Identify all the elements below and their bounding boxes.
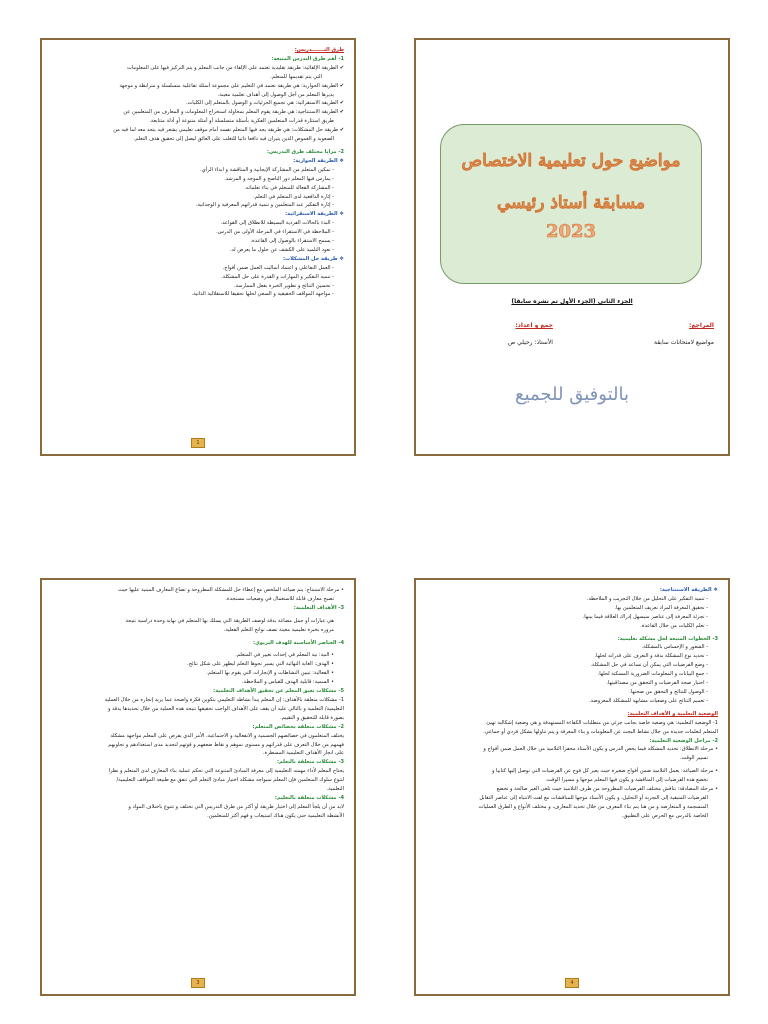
- text-line: تسيير الوقت.: [679, 755, 708, 762]
- text-line: - إثارة الدافعية لدى المتعلم في التعلم.: [253, 193, 334, 200]
- text-line: - تنمية التفكير و المهارات و القدرة على حل المشكلة.: [221, 273, 334, 280]
- author-title: جمع و اعداد:: [515, 322, 553, 329]
- text-line: ❖ الطريقة الاستقرائية:: [285, 211, 344, 218]
- text-line: الفرضيات المتبقية إلى التجربة أو التحليل، و يكون الأستاذ موجها للمناقشات مع لفت الانتباه إلى عناصر التقابل: [479, 794, 708, 801]
- text-line: 3- الخطوات المتبعة لحل مشكلة تعليمية:: [617, 635, 718, 642]
- cover-subtitle: مسابقة أستاذ رئيسي: [497, 193, 645, 213]
- text-line: - تحسين النتائج و تطوير الخبرة بفعل الممارسة.: [233, 282, 334, 289]
- text-line: ✔ الطريقة الاستنتاجية: هي طريقة يقوم المعلم بمحاولة استخراج المعلومات و المعارف من المتعلمين عن: [123, 109, 344, 116]
- text-line: التي يتم تقديمها للمتعلم.: [270, 73, 322, 80]
- text-line: • الهدف: الغاية النهائية التي يسير نحوها التعلم ليظهر على شكل نتائج.: [187, 661, 334, 668]
- text-line: 1- الوضعية التعلمية: هي وضعية خاصة بجانب جزئي من متطلبات الكفاءة المستهدفة و هي وضعية إشكالية تهيئ: [486, 719, 718, 726]
- text-line: المتعلم لتعلمات جديدة من خلال نشاط البحث عن المعلومات و بناء المعرفة و يتم تناولها بشكل فردي أو جماعي.: [483, 728, 718, 735]
- text-line: التعلمية.: [326, 786, 344, 793]
- text-line: ✔ طريقة حل المشكلات: هي طريقة يجد فيها المتعلم نفسه أمام موقف تعليمي يشعر فيه بتحد معه لما فيه من: [113, 127, 344, 134]
- text-line: المتسجمة و المتعارضة و من هنا يتم بناء المعرف من خلال تحديد المعارف، و مختلف الأنواع و الطرق العمليات: [478, 803, 708, 810]
- text-line: 4- مشكلات متعلقة بالتعليم:: [274, 794, 344, 801]
- text-line: - العمل التفاعلي و اعتماد أساليب العمل ضمن أفواج.: [222, 264, 334, 271]
- text-line: طريق استثارة قدرات المتعلمين الفكرية بأسئلة متسلسلة أو أمثلة متنوعة أو أدلة متتابعة.: [149, 118, 334, 125]
- text-line: • مرحلة المصادقة: تناقش مختلف الفرضيات المطروحة من طرف التلاميذ حيث تلغى الغير صالحة و تخضع: [496, 786, 718, 793]
- text-line: تخضع هذه الفرضيات إلى المناقشة و يكون فيها المعلم موجها و مسيرا الوقت.: [545, 777, 708, 784]
- text-line: يختلف المتعلمون في خصائصهم الجسمية و الانفعالية و الاجتماعية، الأمر الذي يفرض على المعلم مواجهة مشكلة: [110, 732, 344, 739]
- text-line: 5- مشكلات تعيق المعلم عن تحقيق الأهداف التعلمية:: [213, 688, 344, 695]
- text-line: • السمية: قابلية الهدف للقياس و الملاحظة.: [242, 679, 334, 686]
- text-line: - تحقيق المعرفة المراد تعريف المتعلمين بها.: [614, 604, 708, 611]
- text-line: 2- مزايا مختلف طرق التدريس:: [267, 148, 344, 155]
- page-content: [426, 586, 718, 821]
- page-content: [52, 46, 344, 299]
- page-number: 4: [565, 978, 579, 988]
- text-line: 1- مشكلات متعلقة بالأهداف: إن المعلم يبدأ نشاطه التعليمي بتكوين فكرة واضحة عما يريد إنجازه من خلال العملية: [104, 696, 344, 703]
- cover-good-luck: بالتوفيق للجميع: [515, 384, 629, 405]
- text-line: 2- مراحل الوضعية التعلمية:: [649, 737, 718, 744]
- text-line: - تحديد نوع المشكلة بدقة و التعرف على قدراته لحلها.: [594, 653, 708, 660]
- text-line: لتنوع سلوك المتعلمين فإن المعلم سيواجه مشكلة اختيار مبادئ التعلم التي تتفق مع طبيعة المواقف التعليمية/: [116, 777, 344, 784]
- cover-part-label: الجزء الثاني (الجزء الأول تم نشره سابقا): [511, 298, 633, 305]
- text-line: الوضعية التعلمية و الأهداف التعلمية:: [627, 710, 718, 717]
- text-line: الأنشطة التعليمية حتى يكون هناك استيعاب و فهم أكثر للمتعلمين.: [207, 812, 344, 819]
- text-line: • مرحلة الاستنتاج: يتم صياغة الملخص مع إعطاء حل للمشكلة المطروحة و تصاغ المعارف المبنية عليها حيث: [118, 587, 344, 593]
- page-learning-objectives: [40, 578, 356, 996]
- text-line: - وضع الفرضيات التي يمكن أن تساعد في حل المشكلة.: [590, 662, 708, 669]
- text-line: - تنمية التفكير على التحليل من خلال التجريب و الملاحظة.: [586, 595, 708, 602]
- page-number: 1: [191, 438, 205, 448]
- text-line: طرق التـــــــدريس:: [294, 47, 344, 53]
- text-line: مروره بخبرة تعليمية معينة تصف نواتج التعلم الفعلية.: [223, 626, 334, 633]
- text-line: بصورة قابلة للتحقيق و التقييم.: [280, 714, 344, 721]
- page-content: [52, 586, 344, 821]
- cover-title-box: [440, 124, 702, 284]
- text-line: - جمع البيانات و المعلومات الضرورية المسكنة لحلها.: [597, 671, 708, 678]
- text-line: - تمكين المتعلم من المشاركة الإيجابية و المناقشة و ابداء الرأي.: [200, 166, 334, 173]
- text-line: لابد من أن يلجأ المعلم إلى اختيار طريقة أو أكثر من طرق التدريس التي تختلف و تتنوع باختلاف المواد و: [128, 803, 344, 810]
- text-line: - اختبار صحة الفرضيات و التحقق من مصداقيتها.: [606, 680, 708, 687]
- text-line: - مواجهة المواقف الحقيقية و السعي لحلها تحقيقا للاستقلالية الذاتية.: [191, 291, 334, 298]
- text-line: 3- الأهداف التعلمية:: [293, 604, 344, 611]
- text-line: ❖ طريقة حل المشكلات:: [283, 255, 344, 262]
- text-line: - المشاركة الفعالة للمتعلم في بناء تعلماته.: [244, 184, 334, 191]
- text-line: الخاصة بالدرس مع الحرص على التطبيق.: [621, 812, 708, 819]
- text-line: - يسمح الاستقراء بالوصول إلى القاعدة.: [250, 238, 334, 245]
- text-line: - الشعور و الإحساس بالمشكلة.: [641, 644, 708, 651]
- text-line: ❖ الطريقة الحوارية:: [293, 157, 344, 164]
- text-line: فهمهم من خلال التعرف على قدراتهم و مستوى نموهم و نقاط ضعفهم و قوتهم لتحديد مدى استعدادهم و تجاوبهم: [108, 741, 344, 748]
- text-line: يحتاج المعلم لأداء مهمته التعليمية إلى معرفة المبادئ المتنوعة التي تحكم عملية بناء المعارف لدى المتعلم و نظرا: [108, 768, 344, 775]
- text-line: يديرها المعلم من أجل الوصول إلى أهداف تعلمية معينة.: [217, 91, 334, 98]
- text-line: 3- مشكلات متعلقة بالتعلم:: [276, 759, 344, 766]
- page-number: 3: [191, 978, 205, 988]
- page-teaching-methods: [40, 38, 356, 456]
- text-line: • مرحلة الانطلاق: تحديد المشكلة فيما يخص الدرس و يكون الأستاذ محفزا التلاميذ من خلال العمل ضمن أفواج و: [483, 746, 718, 753]
- cover-year: 2023: [545, 221, 597, 242]
- text-line: 4- العناصر الأساسية للهدف التربوي:: [253, 639, 344, 646]
- text-line: ✔ الطريقة الحوارية: هي طريقة تعتمد في التعليم على مجموعة أسئلة تفاعلية متسلسلة و مترابطة و موجهة: [119, 82, 344, 89]
- text-line: - البدء بالحالات الفردية البسيطة للانطلاق إلى القواعد.: [220, 220, 334, 227]
- text-line: ✔ الطريقة الإلقائية: طريقة تقليدية تعتمد على الإلقاء من جانب المعلم و يتم التركيز فيها على المعلومات: [127, 64, 344, 71]
- text-line: التعليمية/ التعلمية و بالتالي عليه أن يقف على الأهداف الواجب تحقيقها نتيجة هذه العملية من خلال تحديدها بدقة و: [108, 705, 344, 712]
- references-value: مواضيع لامتحانات سابقة: [654, 339, 714, 346]
- text-line: - تجزئة المعرفة إلى عناصر سيسهل إدراك العلاقة فيما بينها.: [582, 613, 708, 620]
- cover-author: [508, 322, 553, 346]
- references-title: المراجع:: [689, 322, 714, 329]
- cover-title: مواضيع حول تعليمية الاختصاص: [461, 151, 681, 171]
- text-line: - الملاحظة في الاستقراء في المرحلة الأولى من الدرس.: [216, 229, 334, 236]
- author-value: الأستاذ: رحيلي ص: [508, 339, 553, 346]
- text-line: - إثارة التفكير عند المتعلمين و تنمية قدراتهم المعرفية و الوجدانية.: [195, 202, 334, 209]
- text-line: على انجاز الأهداف التعليمية المسطرة.: [262, 750, 344, 757]
- text-line: الصعوبة و الغموض الذين يثيران فيه دافعا ذاتيا للتغلب على العائق ليصل إلى تحقيق هدف التعلم.: [133, 136, 334, 143]
- text-line: • الفعالية: تبيين النشاطات و الإنجازات التي يقوم بها المتعلم.: [206, 670, 334, 677]
- page-learning-situation: [414, 578, 730, 996]
- text-line: 1- أهم طرق التدرس المتبعة:: [271, 55, 344, 62]
- cover-references: [654, 322, 714, 346]
- text-line: - تعلم الكليات من خلال القاعدة.: [640, 622, 708, 629]
- text-line: ✔ الطريقة الاستقرائية: هي تجميع الجزئيات و الوصول بالمتعلم إلى الكليات.: [185, 100, 344, 107]
- text-line: • النية: نية المعلم في إحداث تغيير في المتعلم.: [235, 652, 334, 659]
- text-line: - تعود التلميذ على الكشف عن حلول ما يعرض له.: [229, 246, 334, 253]
- text-line: 2- مشكلات متعلقة بخصائص المتعلم:: [252, 723, 344, 730]
- text-line: • مرحلة الصياغة: يعمل التلاميذ ضمن أفواج صغيرة حيث يعبر كل فوج عن الفرضيات التي توصل إليها كتابيا و: [491, 768, 718, 775]
- text-line: تصبح معارف قابلة للاستعمال في وضعيات مستجدة.: [225, 595, 334, 602]
- text-line: - تعميم النتائج على وضعيات مشابهة للمشكلة المعروضة.: [589, 697, 708, 704]
- text-line: ❖ الطريقة الاستنتاجية:: [659, 587, 718, 593]
- text-line: - الوصول للنتائج و التحقق من صحتها.: [629, 688, 708, 695]
- text-line: - يمارس فيها المعلم دور الناصح و الموجه و المرشد.: [224, 175, 334, 182]
- page-cover: [414, 38, 730, 456]
- text-line: هي عبارات أو جمل مصاغة بدقة لوصف الطريقة التي يسلك بها المتعلم في نهاية وحدة دراسية نتيجة: [125, 617, 334, 624]
